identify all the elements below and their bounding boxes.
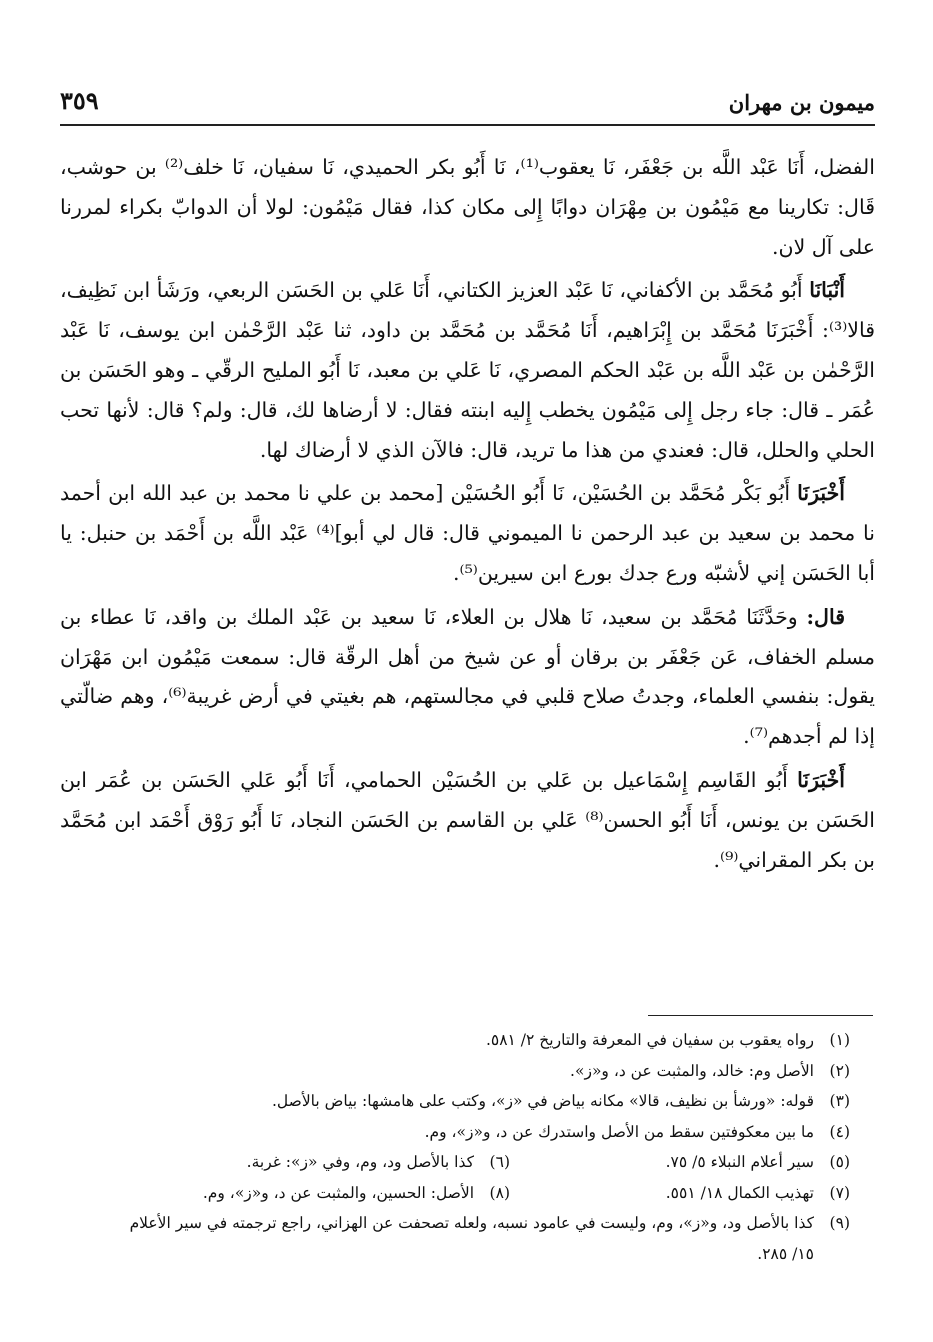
footnote-number: (٩) [829, 1214, 850, 1232]
footnote-text: تهذيب الكمال ١٨/ ٥٥١. [665, 1183, 814, 1202]
footnote [55, 1117, 850, 1148]
header-rule [60, 124, 875, 126]
footnote-continuation: ١٥/ ٢٨٥. [757, 1244, 814, 1263]
footnote-number: (١) [829, 1031, 850, 1049]
paragraph-text: أَبُو بَكْر مُحَمَّد بن الحُسَيْن، نَا أَبُو الحُسَيْن [محمد بن علي نا محمد بن عبد الله ابن أحمد نا محمد بن سعيد بن عبد الرحمن نا الميموني قال: قال لي أبو]⁽⁴⁾ عَبْد اللَّه بن أَحْمَد بن حنبل: يا أبا الحَسَن إني لأشبّه ورع جدك بورع ابن سيرين⁽⁵⁾. [60, 481, 876, 585]
footnote [170, 1178, 510, 1209]
footnote-text: الأصل: الحسين، والمثبت عن د، و«ز»، وم. [202, 1183, 474, 1202]
paragraph-text: أَبُو القَاسِم إِسْمَاعيل بن عَلي بن الحُسَيْن الحمامي، أَنَا أَبُو عَلي الحَسَن بن عُمَر ابن الحَسَن بن يونس، أَنَا أَبُو الحسن⁽⁸⁾ عَلي بن القاسم بن الحَسَن النجاد، نَا أَبُو رَوْق أَحْمَد ابن مُحَمَّد بن بكر المقراني⁽⁹⁾. [60, 767, 875, 872]
footnote-number: (٣) [829, 1092, 850, 1110]
page-header [60, 80, 875, 122]
footnote-number: (٤) [829, 1122, 850, 1141]
footnote-text: ما بين معكوفتين سقط من الأصل واستدرك عن د، و«ز»، وم. [424, 1122, 814, 1141]
paragraph-text: وحَدَّثَنَا مُحَمَّد بن سعيد، نَا هلال بن العلاء، نَا سعيد بن عَبْد الملك بن واقد، نَا عطاء بن مسلم الخفاف، عَن جَعْفَر بن برقان أو عن شيخ من أهل الرقّة قال: سمعت مَيْمُون ابن مَهْرَان يقول: بنفسي العلماء، وجدتُ صلاح قلبي في مجالستهم، هم بغيتي في أرض غريبة⁽⁶⁾، وهم ضالّتي إذا لم أجدهم⁽⁷⁾. [60, 604, 875, 749]
footnote-number: (٥) [829, 1153, 850, 1171]
footnote-row [55, 1147, 850, 1178]
footnote-number: (٦) [489, 1153, 510, 1171]
footnote-text: كذا بالأصل ود، و«ز»، وم، وليست في عامود نسبه، ولعله تصحفت عن الهزاني، راجع ترجمته في سير الأعلام [129, 1214, 814, 1232]
paragraph-text: الفضل، أَنَا عَبْد اللَّه بن جَعْفَر، نَا يعقوب⁽¹⁾، نَا أَبُو بكر الحميدي، نَا سفيان، نَا خلف⁽²⁾ بن حوشب، قَال: تكارينا مع مَيْمُون بن مِهْرَان دوابًا إِلى مكان كذا، فقال مَيْمُون: لولا أن الدوابّ بكراء لمررنا على آل لان. [60, 155, 875, 259]
footnote-text: الأصل وم: خالد، والمثبت عن د، و«ز». [570, 1061, 814, 1080]
footnote [55, 1025, 850, 1056]
paragraph [60, 271, 875, 470]
footnote-rule [648, 1015, 873, 1016]
paragraph-lead: أَنْبَانَا [809, 278, 845, 303]
footnote [55, 1208, 850, 1239]
footnote [510, 1147, 850, 1178]
footnotes [55, 1025, 850, 1269]
running-title: ميمون بن مهران [728, 90, 875, 115]
paragraph-lead: أَخْبَرَنَا [797, 767, 845, 792]
footnote [170, 1147, 510, 1178]
page-number: ٣٥٩ [60, 86, 99, 115]
footnote-number: (٧) [829, 1183, 850, 1202]
paragraph [60, 761, 875, 880]
paragraph [60, 148, 875, 267]
paragraph [60, 598, 875, 757]
footnote-text: كذا بالأصل ود، وم، وفي «ز»: غربة. [246, 1153, 474, 1171]
footnote [55, 1086, 850, 1117]
paragraph-lead: قال: [806, 604, 845, 629]
paragraph-text: أَبُو مُحَمَّد بن الأكفاني، نَا عَبْد العزيز الكتاني، أَنَا عَلي بن الحَسَن الربعي، ورَشَأ ابن نَظِيف، قالا⁽³⁾: أَخْبَرَنَا مُحَمَّد بن إِبْرَاهيم، أَنَا مُحَمَّد بن مُحَمَّد بن داود، ثنا عَبْد الرَّحْمٰن ابن يوسف، نَا عَبْد الرَّحْمٰن بن عَبْد اللَّه بن عَبْد الحكم المصري، نَا عَلي بن معبد، نَا أَبُو المليح الرقّي ـ وهو الحَسَن بن عُمَر ـ قال: جاء رجل إِلى مَيْمُون يخطب إِليه ابنته فقال: لا أرضاها لك، قال: ولم؟ قال: لأنها تحب الحلي والحلل، قال: فعندي من هذا ما تريد، قال: فالآن الذي لا أرضاك لها. [60, 278, 875, 462]
footnote-number: (٨) [489, 1183, 510, 1202]
footnote-text: رواه يعقوب بن سفيان في المعرفة والتاريخ ٢/ ٥٨١. [485, 1031, 814, 1049]
main-text [60, 148, 875, 884]
footnote-text: سير أعلام النبلاء ٥/ ٧٥. [665, 1153, 814, 1171]
footnote-text: قوله: «ورشأ بن نظيف، قالا» مكانه بياض في «ز»، وكتب على هامشها: بياض بالأصل. [272, 1092, 814, 1110]
footnote-number: (٢) [829, 1061, 850, 1080]
footnote [55, 1056, 850, 1087]
paragraph [60, 474, 875, 593]
paragraph-lead: أَخْبَرَنَا [797, 481, 845, 506]
footnote [510, 1178, 850, 1209]
footnote-row [55, 1178, 850, 1209]
